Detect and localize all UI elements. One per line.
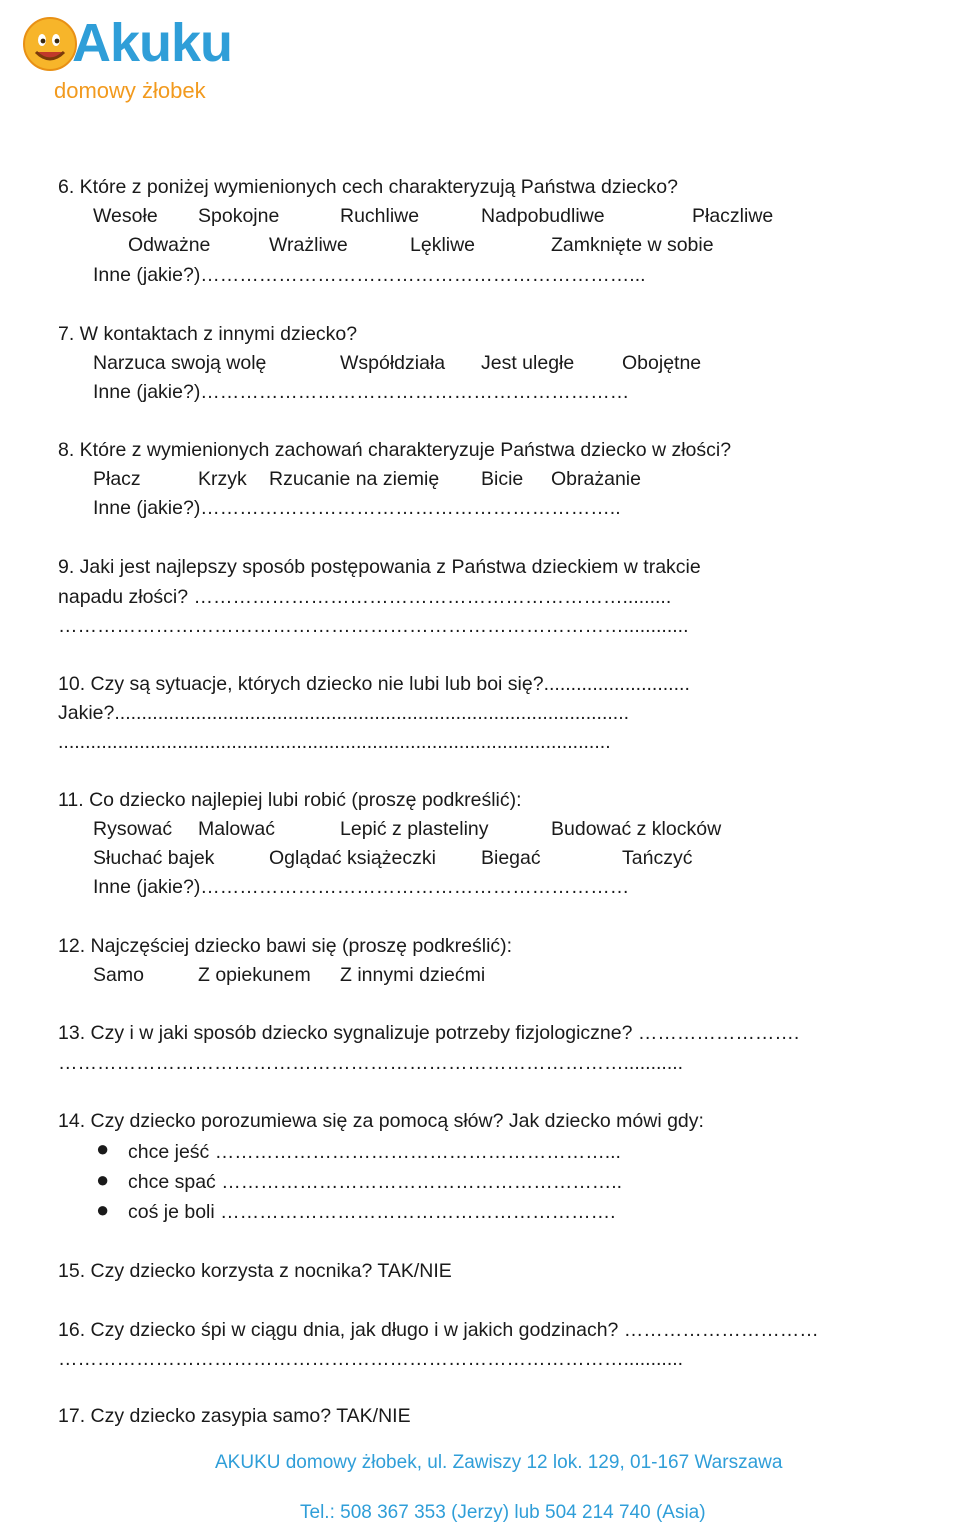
- q11-option: Rysować: [93, 818, 173, 840]
- question-11: 11. Co dziecko najlepiej lubi robić (proszę podkreślić):: [58, 789, 522, 811]
- bullet-icon: ●: [96, 1167, 110, 1192]
- question-10: 10. Czy są sytuacje, których dziecko nie lubi lub boi się?...........................: [58, 673, 690, 695]
- q10-answer-line[interactable]: ......................................................................................................: [58, 731, 611, 753]
- q7-option: Jest uległe: [481, 352, 575, 374]
- q6-options-row2: [0, 231, 955, 259]
- q11-options-row2: [0, 844, 955, 872]
- q8-option: Płacz: [93, 468, 141, 490]
- q12-option: Z opiekunem: [198, 964, 311, 986]
- q7-options-row1: [0, 349, 955, 377]
- q6-option: Ruchliwe: [340, 205, 420, 227]
- q8-options-row1: [0, 465, 955, 493]
- q6-options-row1: [0, 202, 955, 230]
- q6-option: Odważne: [128, 234, 211, 256]
- question-14: 14. Czy dziecko porozumiewa się za pomocą słów? Jak dziecko mówi gdy:: [58, 1110, 704, 1132]
- q12-option: Z innymi dziećmi: [340, 964, 486, 986]
- q7-other-field[interactable]: Inne (jakie?)…………………………………………………………: [93, 381, 630, 403]
- logo: [20, 10, 233, 110]
- q9-answer-line[interactable]: ……………………………………………………………………………............: [58, 615, 689, 637]
- question-13: 13. Czy i w jaki sposób dziecko sygnalizuje potrzeby fizjologiczne? …………………….: [58, 1022, 800, 1044]
- question-17: 17. Czy dziecko zasypia samo? TAK/NIE: [58, 1405, 411, 1427]
- question-12: 12. Najczęściej dziecko bawi się (proszę podkreślić):: [58, 935, 513, 957]
- footer-address: AKUKU domowy żłobek, ul. Zawiszy 12 lok. 129, 01-167 Warszawa: [215, 1452, 783, 1473]
- question-8: 8. Które z wymienionych zachowań charakteryzuje Państwa dziecko w złości?: [58, 439, 732, 461]
- q13-answer-line[interactable]: ……………………………………………………………………………...........: [58, 1052, 684, 1074]
- question-9: 9. Jaki jest najlepszy sposób postępowania z Państwa dzieckiem w trakcie: [58, 556, 701, 578]
- q11-option: Biegać: [481, 847, 541, 869]
- question-16: 16. Czy dziecko śpi w ciągu dnia, jak długo i w jakich godzinach? …………………………: [58, 1319, 819, 1341]
- q6-option: Płaczliwe: [692, 205, 774, 227]
- q11-option: Słuchać bajek: [93, 847, 215, 869]
- q16-answer-line[interactable]: ……………………………………………………………………………...........: [58, 1348, 684, 1370]
- q11-options-row1: [0, 815, 955, 843]
- q6-option: Wrażliwe: [269, 234, 348, 256]
- q14-item-pain[interactable]: coś je boli …………………………………………………….: [128, 1201, 616, 1223]
- bullet-icon: ●: [96, 1136, 110, 1161]
- footer-phone: Tel.: 508 367 353 (Jerzy) lub 504 214 740 (Asia): [300, 1502, 706, 1523]
- bullet-icon: ●: [96, 1197, 110, 1222]
- q11-option: Malować: [198, 818, 275, 840]
- q8-option: Krzyk: [198, 468, 247, 490]
- logo-subtitle: domowy żłobek: [54, 78, 206, 103]
- q6-other-field[interactable]: Inne (jakie?)…………………………………………………………...: [93, 264, 646, 286]
- q6-option: Nadpobudliwe: [481, 205, 605, 227]
- q8-other-field[interactable]: Inne (jakie?)………………………………………………………..: [93, 497, 621, 519]
- q11-option: Oglądać książeczki: [269, 847, 436, 869]
- q6-option: Lękliwe: [410, 234, 476, 256]
- question-6: 6. Które z poniżej wymienionych cech charakteryzują Państwa dziecko?: [58, 176, 678, 198]
- q11-option: Lepić z plasteliny: [340, 818, 489, 840]
- q11-option: Tańczyć: [622, 847, 693, 869]
- q12-options-row1: [0, 961, 955, 989]
- q11-option: Budować z klocków: [551, 818, 722, 840]
- q6-option: Zamknięte w sobie: [551, 234, 714, 256]
- q7-option: Narzuca swoją wolę: [93, 352, 267, 374]
- q8-option: Rzucanie na ziemię: [269, 468, 440, 490]
- q11-other-field[interactable]: Inne (jakie?)…………………………………………………………: [93, 876, 630, 898]
- q6-option: Spokojne: [198, 205, 280, 227]
- q9-answer-line[interactable]: napadu złości? ………………………………………………………….........: [58, 586, 672, 608]
- q14-item-eat[interactable]: chce jeść ……………………………………………………...: [128, 1141, 621, 1163]
- logo-brand: Akuku: [72, 13, 233, 73]
- q12-option: Samo: [93, 964, 144, 986]
- q7-option: Obojętne: [622, 352, 702, 374]
- question-15: 15. Czy dziecko korzysta z nocnika? TAK/NIE: [58, 1260, 452, 1282]
- q8-option: Bicie: [481, 468, 524, 490]
- q7-option: Współdziała: [340, 352, 446, 374]
- q6-option: Wesołe: [93, 205, 158, 227]
- q8-option: Obrażanie: [551, 468, 641, 490]
- q10-answer-line[interactable]: Jakie?...............................................................................................: [58, 702, 630, 724]
- q14-item-sleep[interactable]: chce spać ……………………………………………………..: [128, 1171, 623, 1193]
- question-7: 7. W kontaktach z innymi dziecko?: [58, 323, 358, 345]
